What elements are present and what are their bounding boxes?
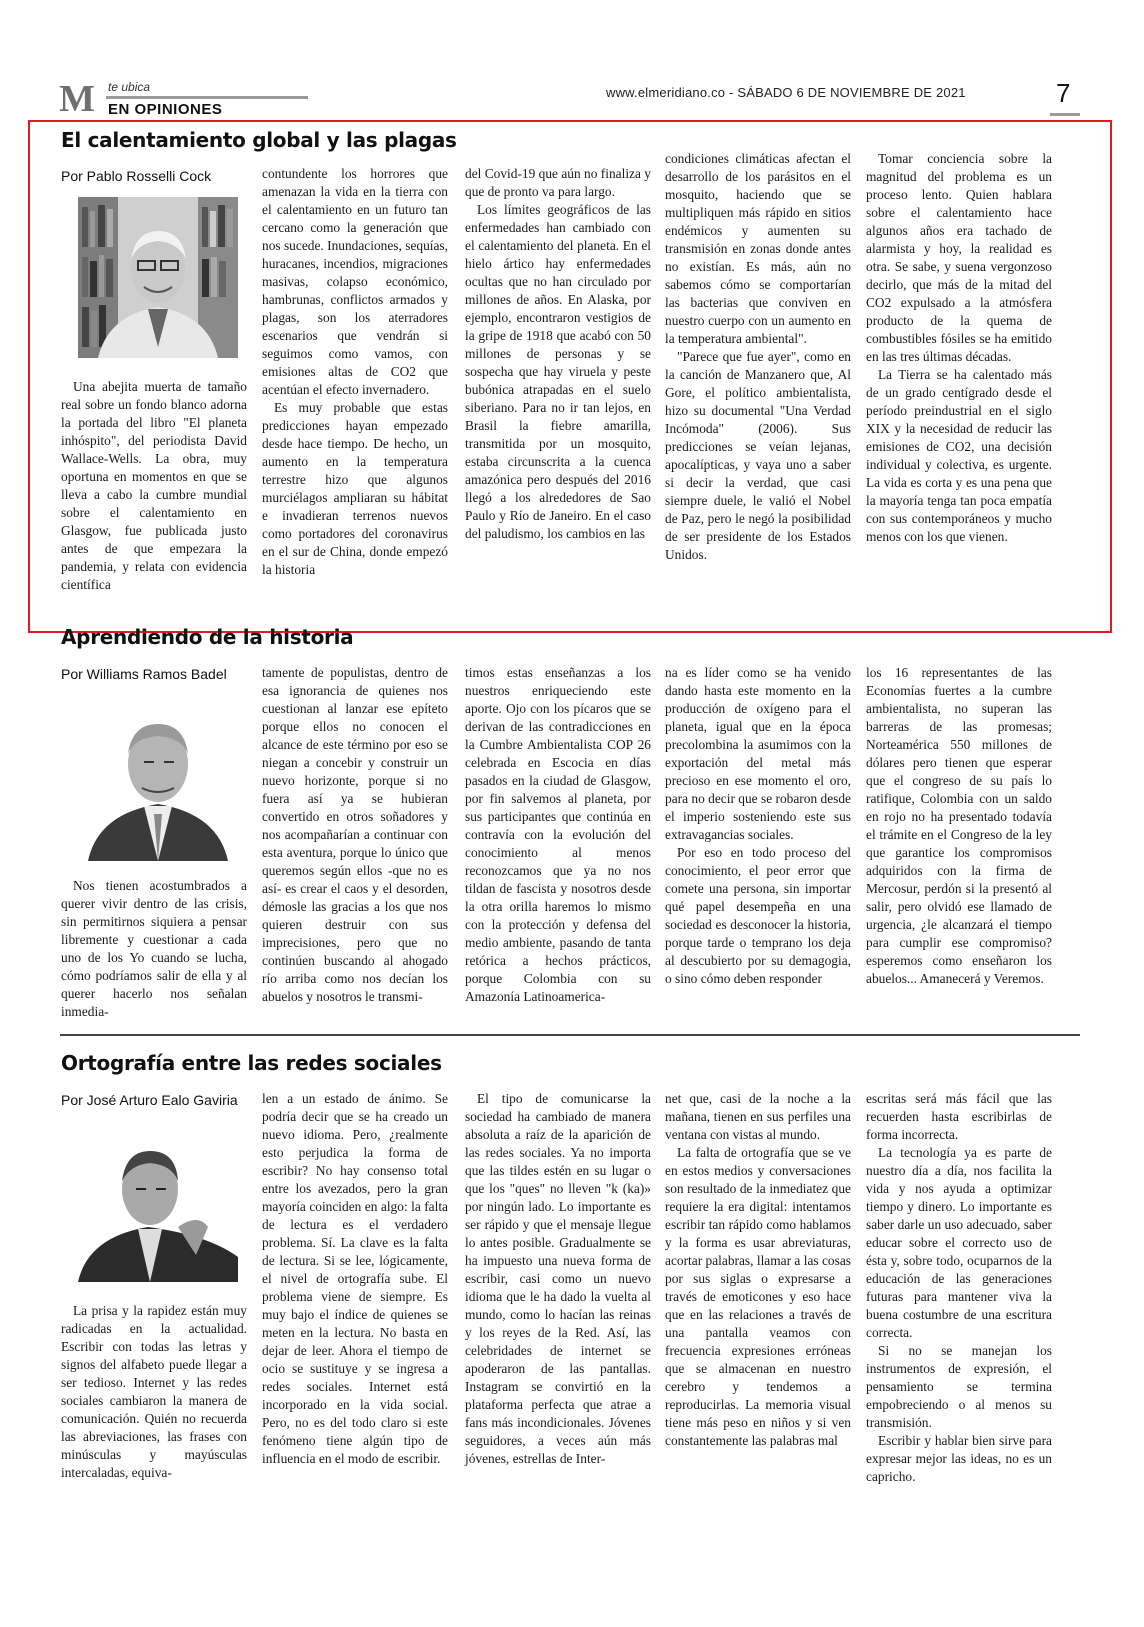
paragraph: net que, casi de la noche a la mañana, tienen en sus perfiles una ventana con vistas al mundo. — [665, 1091, 851, 1142]
paragraph: Escribir y hablar bien sirve para expresar mejor las ideas, no es un capricho. — [866, 1433, 1052, 1484]
article-column-1 — [61, 877, 247, 1021]
article-title: Aprendiendo de la historia — [61, 625, 354, 649]
article-column-2 — [262, 1090, 448, 1468]
article-column-4 — [665, 664, 851, 988]
article-column-1 — [61, 378, 247, 594]
paragraph: del Covid-19 que aún no finaliza y que de pronto va para largo. — [465, 166, 651, 199]
author-photo — [78, 1127, 238, 1282]
paragraph: Nos tienen acostumbrados a querer vivir dentro de las crisis, sin permitirnos siquiera a pensar libremente y cuestionar a cada uno de los Yo cuando se lucha, cómo podríamos salir de ella y al querer hacerlo nos señalan inmedia- — [61, 878, 247, 1019]
paragraph: contundente los horrores que amenazan la vida en la tierra con el calentamiento en un futuro tan cercano como la generación que nos sucede. Inundaciones, sequías, huracanes, incendios, migraciones masivas, colapso económico, hambrunas, conflictos armados y plagas, son los aterradores escenarios que vendrán si seguimos como vamos, con emisiones altas de CO2 que acentúan el efecto invernadero. — [262, 166, 448, 397]
author-portrait-image — [78, 197, 238, 358]
paragraph: Es muy probable que estas predicciones hayan empezado desde hace tiempo. De hecho, un aumento en la temperatura terrestre hizo que algunos murciélagos ampliaran su hábitat e invadieran terrenos nuevos como portadores del coronavirus en el sur de China, donde empezó la historia — [262, 400, 448, 577]
author-photo — [78, 197, 238, 358]
paragraph: condiciones climáticas afectan el desarrollo de los parásitos en el mosquito, haciendo que se multipliquen más rápido en sitios endémicos y aumenten su transmisión en zonas donde antes no existían. Es más, aún no sabemos cómo se comportarían las bacterias que conviven en nuestro cuerpo con un aumento en la temperatura ambiental". — [665, 151, 851, 346]
paragraph: tamente de populistas, dentro de esa ignorancia de quienes nos cuestionan al lanzar ese epíteto porque ellos no conocen el alcance de este término por eso se niegan a concebir y construir un nuevo horizonte, porque si no fuera así ya se hubieran convertido en otros soñadores y nos acompañarían a continuar con esta aventura, porque lo único que queremos según ellos -que no es así- es crear el caos y el desorden, démosle las gracias a los que nos quieren destruir con sus imprecisiones, pero que no continúen buscando al ahogado río arriba como nos decían los abuelos y nosotros le transmi- — [262, 665, 448, 1004]
paragraph: len a un estado de ánimo. Se podría decir que se ha creado un nuevo idioma. Pero, ¿realmente esto perjudica la forma de escribir? No hay consenso total entre los avezados, pero la gran mayoría coinciden en algo: la falta de lectura es el verdadero problema. Sí. La clave es la falta de lectura. Si se lee, lógicamente, el nivel de ortografía sube. El problema viene de siempre. Es muy bajo el índice de quienes se meten en la lectura. No basta en dejar de leer. Ahora el tiempo de ocio se sustituye y se ingresa a redes sociales. Internet está incorporado en la vida social. Pero, no es del todo claro si este fenómeno tiene algún tipo de influencia en el modo de escribir. — [262, 1091, 448, 1466]
article-column-2 — [262, 165, 448, 579]
paragraph: timos estas enseñanzas a los nuestros enriqueciendo este aporte. Ojo con los pícaros que se derivan de las contradicciones en la Cumbre Ambientalista COP 26 celebrada en Escocia en días pasados en la ciudad de Glasgow, por fin salvemos al planeta, por sus participantes que continúa en contravía con la evolución del conocimiento al menos reconozcamos que ya no nos tildan de fascista y nosotros desde la otra orilla haremos lo mismo con la protección y defensa del medio ambiente, pasando de tanta retórica a hechos prácticos, porque Colombia con su Amazonía Latinoamerica- — [465, 665, 651, 1004]
paragraph: La prisa y la rapidez están muy radicadas en la actualidad. Escribir con todas las letras y signos del alfabeto puede llegar a ser tedioso. Internet y las redes sociales cambiaron la manera de comunicación. Quién no recuerda las abreviaciones, las frases con minúsculas y mayúsculas intercaladas, equiva- — [61, 1303, 247, 1480]
newspaper-logo-icon — [58, 78, 96, 118]
article-column-3 — [465, 1090, 651, 1468]
article-title: Ortografía entre las redes sociales — [61, 1051, 442, 1075]
masthead-tagline: te ubica — [108, 80, 151, 94]
article-column-5 — [866, 664, 1052, 988]
article-column-4 — [665, 150, 851, 564]
paragraph: El tipo de comunicarse la sociedad ha cambiado de manera absoluta a raíz de la aparición de las redes sociales. Ya no importa que las tildes estén en su lugar o que los "ques" no lleven "k (ka)» por ningún lado. Lo importante es ser rápido y que el mensaje llegue lo antes posible. Gradualmente se ha impuesto una nueva forma de escribir, casi como un nuevo idioma que le ha dado la vuelta al mundo, como lo hacían las reinas y los reyes de la Red. Así, las celebridades de internet se apoderaron de las pantallas. Instagram se convirtió en la plataforma perfecta que atrae a fans más incondicionales. Jóvenes seguidores, a veces aún más jóvenes, estrellas de Inter- — [465, 1091, 651, 1466]
paragraph: na es líder como se ha venido dando hasta este momento en la producción de oxígeno para el planeta, igual que en la época precolombina la asumimos con la exportación del metal más precioso en ese momento el oro, para no decir que se robaron desde el imperio sosteniendo este sus extravagancias sociales. — [665, 665, 851, 842]
page-number-rule — [1050, 113, 1080, 116]
article-column-3 — [465, 165, 651, 543]
article-column-2 — [262, 664, 448, 1006]
paragraph: La Tierra se ha calentado más de un grado centígrado desde el período preindustrial en el siglo XIX y la necesidad de reducir las emisiones de CO2, una decisión individual y colectiva, es urgente. La vida es corta y es una pena que la mayoría tenga tan poca empatía con sus contemporáneos y mucho menos con los que vienen. — [866, 367, 1052, 544]
paragraph: Si no se manejan los instrumentos de expresión, el pensamiento se termina empobreciendo o al menos su transmisión. — [866, 1343, 1052, 1430]
paragraph: Por eso en todo proceso del conocimiento, el peor error que comete una persona, sin importar qué papel desempeña en una sociedad es desconocer la historia, porque tarde o temprano los deja al descubierto por su demagogia, o sino cómo deben responder — [665, 845, 851, 986]
paragraph: Tomar conciencia sobre la magnitud del problema es un proceso lento. Quien hablara sobre el calentamiento hace algunos años era tachado de alarmista y hoy, la realidad es otra. Se sabe, y suena vergonzoso decirlo, que más de la mitad del CO2 expulsado a la atmósfera producto de la quema de combustibles fósiles se ha emitido en las tres últimas décadas. — [866, 151, 1052, 364]
article-byline: Por Pablo Rosselli Cock — [61, 168, 212, 184]
paragraph: escritas será más fácil que las recuerden hasta escribirlas de forma incorrecta. — [866, 1091, 1052, 1142]
article-byline: Por José Arturo Ealo Gaviria — [61, 1092, 238, 1108]
article-byline: Por Williams Ramos Badel — [61, 666, 227, 682]
dateline: www.elmeridiano.co - SÁBADO 6 DE NOVIEMBRE DE 2021 — [606, 85, 966, 100]
article-column-5 — [866, 150, 1052, 546]
article-column-3 — [465, 664, 651, 1006]
paragraph: La tecnología ya es parte de nuestro día a día, nos facilita la vida y nos ayuda a optimizar tiempo y dinero. Lo importante es saber darle un uso adecuado, saber educar sobre el correcto uso de ésta y, sobre todo, ocuparnos de la educación de las generaciones futuras para mantener viva la buena costumbre de una escritura correcta. — [866, 1145, 1052, 1340]
author-photo — [78, 696, 238, 861]
section-name: EN OPINIONES — [108, 101, 223, 118]
article-column-5 — [866, 1090, 1052, 1486]
author-portrait-image — [78, 696, 238, 861]
masthead-rule — [106, 96, 308, 99]
page-number: 7 — [1056, 78, 1071, 108]
paragraph: Una abejita muerta de tamaño real sobre un fondo blanco adorna la portada del libro "El planeta inhóspito", del periodista David Wallace-Wells. La obra, muy oportuna en momentos en que se lleva a cabo la cumbre mundial sobre el calentamiento en Glasgow, fue publicada justo antes de que empezara la pandemia, y relata con evidencia científica — [61, 379, 247, 592]
paragraph: La falta de ortografía que se ve en estos medios y conversaciones son resultado de la inmediatez que requiere la era digital: intentamos escribir tan rápido como hablamos y la forma es usar abreviaturas, acortar palabras, llamar a las cosas por sus siglas o expresarse a través de emoticones y eso hace que en las relaciones a través de una pantalla veamos con frecuencia expresiones erróneas que se almacenan en nuestro cerebro y tendemos a reproducirlas. La memoria visual tiene más peso en niños y si ven constantemente las palabras mal — [665, 1145, 851, 1448]
article-column-1 — [61, 1302, 247, 1482]
paragraph: los 16 representantes de las Economías fuertes a la cumbre ambientalista, no superan las barreras de las promesas; Norteamérica 550 millones de dólares pero tienen que esperar que el congreso de su país lo ratifique, Colombia con un saldo en rojo no ha presentado todavía el trámite en el Congreso de la ley que garantice los compromisos adquiridos con la firma de Mercosur, perdón si la presentó al salir, pero olvidó ese llamado de urgencia, ¿le alcanzará el tiempo para cumplir ese compromiso? esperemos como enseñaron los abuelos... Amanecerá y Veremos. — [866, 665, 1052, 986]
logo-letter: M — [59, 78, 95, 118]
logo-mark — [58, 78, 96, 118]
paragraph: Los límites geográficos de las enfermedades han cambiado con el calentamiento del planeta. En el hielo ártico hay enfermedades ocultas que no han circulado por millones de años. En Alaska, por ejemplo, encontraron vestigios de la gripe de 1918 que acabó con 50 millones de personas y se sospecha que hay viruela y peste bubónica atrapadas en el suelo siberiano. Para no ir tan lejos, en Brasil la fiebre amarilla, transmitida por un mosquito, estaba circunscrita a la cuenca amazónica pero después del 2016 llegó a los alrededores de Sao Paulo y Río de Janeiro. En el caso del paludismo, los cambios en las — [465, 202, 651, 541]
paragraph: "Parece que fue ayer", como en la canción de Manzanero que, Al Gore, el político ambientalista, hizo su documental "Una Verdad Incómoda" (2006). Sus predicciones se veían lejanas, apocalípticas, y vaya uno a saber si decir la verdad, que casi siempre duele, le valió el Nobel de Paz, pero le negó la posibilidad de ser presidente de los Estados Unidos. — [665, 349, 851, 562]
author-portrait-image — [78, 1127, 238, 1282]
article-title: El calentamiento global y las plagas — [61, 128, 457, 152]
article-divider — [60, 1034, 1080, 1036]
article-column-4 — [665, 1090, 851, 1450]
